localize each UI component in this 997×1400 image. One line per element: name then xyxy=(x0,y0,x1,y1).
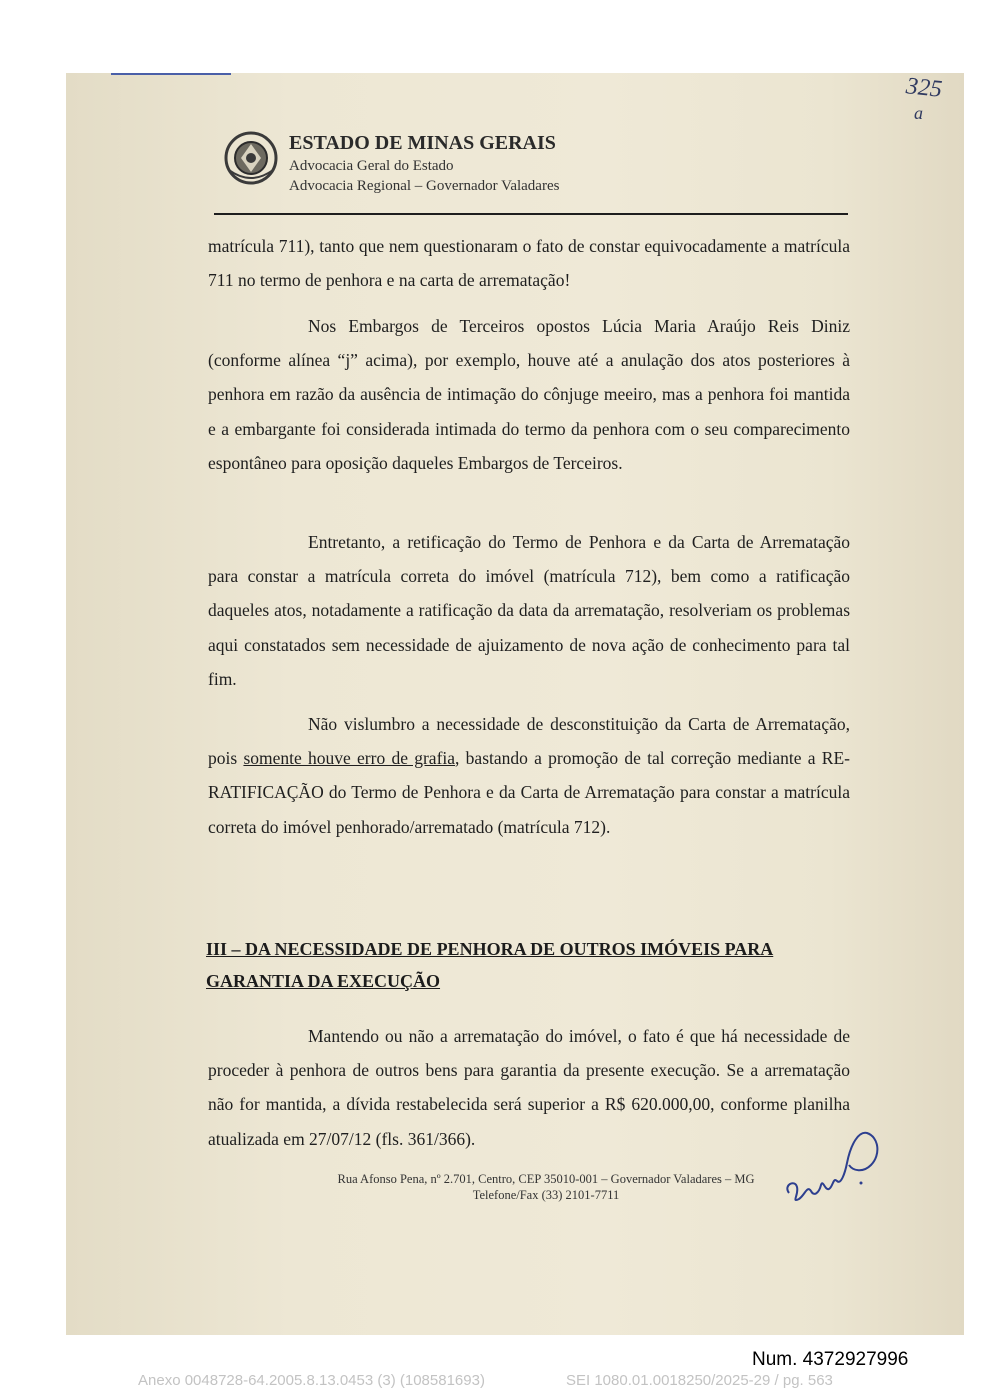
header-divider xyxy=(214,213,848,215)
footer-phone: Telefone/Fax (33) 2101-7711 xyxy=(472,1188,620,1202)
footer-address: Rua Afonso Pena, nº 2.701, Centro, CEP 35010-001 – Governador Valadares – MG xyxy=(337,1172,755,1186)
paragraph-4 xyxy=(208,707,850,844)
org-subtitle-2: Advocacia Regional – Governador Valadares xyxy=(289,178,560,194)
handwritten-signature xyxy=(781,1113,891,1213)
paragraph-5: Mantendo ou não a arrematação do imóvel, o fato é que há necessidade de proceder à penhora de outros bens para garantia da presente execução. Se a arrematação não for mantida, a dívida restabelecida será superior a R$ 620.000,00, conforme planilha atualizada em 27/07/12 (fls. 361/366). xyxy=(208,1026,850,1149)
paragraph-4-end: , bastando a promoção de tal correção mediante a RE-RATIFICAÇÃO do Termo de Penhora e da Carta de Arrematação para constar a matrícula correta do imóvel penhorado/arrematado (matrícula 712). xyxy=(208,748,850,837)
letterhead-footer xyxy=(246,1171,846,1203)
paragraph-4-start: Não vislumbro a necessidade de desconstituição da Carta de Arrematação, pois xyxy=(208,714,850,769)
state-coat-of-arms-icon xyxy=(221,130,281,186)
paragraph-3: Entretanto, a retificação do Termo de Penhora e da Carta de Arrematação para constar a matrícula correta do imóvel (matrícula 712), bem como a ratificação daqueles atos, notadamente a ratificação da data da arrematação, resolveriam os problemas aqui constatados sem necessidade de ajuizamento de nova ação de conhecimento para tal fim. xyxy=(208,532,850,689)
letterhead xyxy=(221,128,861,198)
scan-edge-mark xyxy=(111,73,231,75)
document-number: Num. 4372927996 xyxy=(752,1349,909,1370)
handwritten-initial: a xyxy=(914,103,923,123)
org-title: ESTADO DE MINAS GERAIS xyxy=(289,132,556,154)
handwritten-page-number: 325 xyxy=(904,73,944,103)
annex-reference: Anexo 0048728-64.2005.8.13.0453 (3) (108581693) xyxy=(138,1372,485,1389)
paragraph-1: matrícula 711), tanto que nem questionaram o fato de constar equivocadamente a matrícula 711 no termo de penhora e na carta de arrematação! xyxy=(208,236,850,291)
paragraph-2: Nos Embargos de Terceiros opostos Lúcia Maria Araújo Reis Diniz (conforme alínea “j” acima), por exemplo, houve até a anulação dos atos posteriores à penhora em razão da ausência de intimação do cônjuge meeiro, mas a penhora foi mantida e a embargante foi considerada intimada do termo da penhora com o seu comparecimento espontâneo para oposição daqueles Embargos de Terceiros. xyxy=(208,316,850,473)
underlined-phrase: somente houve erro de grafia xyxy=(243,748,456,769)
org-subtitle-1: Advocacia Geral do Estado xyxy=(289,158,454,174)
section-heading: III – DA NECESSIDADE DE PENHORA DE OUTROS IMÓVEIS PARA GARANTIA DA EXECUÇÃO xyxy=(206,939,774,991)
scanned-page xyxy=(66,73,964,1335)
sei-reference: SEI 1080.01.0018250/2025-29 / pg. 563 xyxy=(566,1372,833,1389)
